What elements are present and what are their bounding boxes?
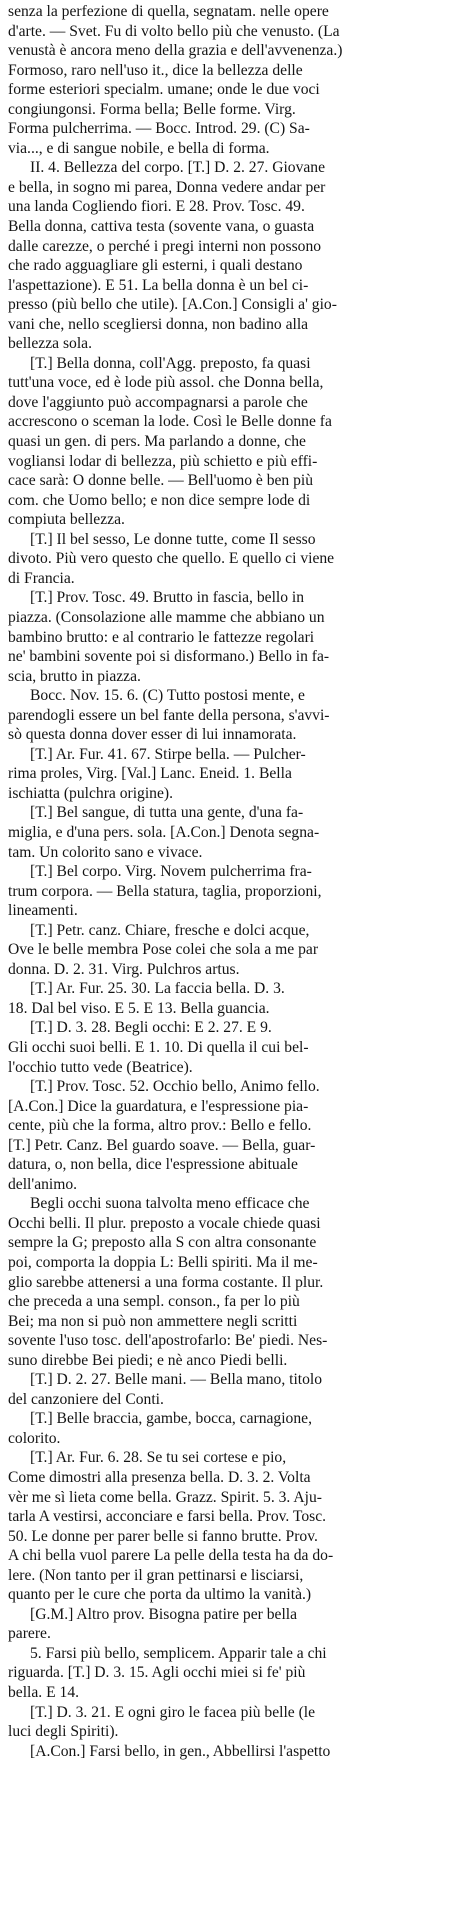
text-line: rima proles, Virg. [Val.] Lanc. Eneid. 1. Bella [8,765,292,783]
text-line: [T.] Belle braccia, gambe, bocca, carnagione, [30,1410,312,1428]
text-line: dove l'aggiunto può accompagnarsi a parole che [8,393,308,411]
text-line: [T.] Petr. Canz. Bel guardo soave. — Bella, guar- [8,1136,316,1154]
text-line: dell'animo. [8,1175,78,1193]
text-line: donna. D. 2. 31. Virg. Pulchros artus. [8,960,240,978]
text-line: [T.] Prov. Tosc. 52. Occhio bello, Animo fello. [30,1078,320,1096]
text-line: poi, comporta la doppia L: Belli spiriti. Ma il me- [8,1254,318,1271]
text-line: [T.] D. 3. 21. E ogni giro le facea più belle (le [30,1703,316,1721]
dictionary-entry-text [8,2,465,1761]
text-line: suno direbbe Bei piedi; e nè anco Piedi belli. [8,1351,288,1369]
text-line: Bei; ma non si può non ammettere negli scritti [8,1312,298,1330]
text-line: lineamenti. [8,902,78,920]
text-line: Bella donna, cattiva testa (sovente vana, o guasta [8,218,315,236]
text-line: accrescono o sceman la lode. Così le Belle donne fa [8,413,332,431]
text-line: trum corpora. — Bella statura, taglia, proporzioni, [8,882,322,900]
text-line: sempre la G; preposto alla S con altra consonante [8,1234,317,1252]
text-line: ne' bambini sovente poi si disformano.) Bello in fa- [8,648,330,666]
text-line: una landa Cogliendo fiori. E 28. Prov. Tosc. 49. [8,198,305,216]
text-line: [A.Con.] Dice la guardatura, e l'espressione pia- [8,1097,309,1115]
text-line: Ove le belle membra Pose colei che sola a me par [8,941,319,959]
text-line: 50. Le donne per parer belle si fanno brutte. Prov. [8,1527,318,1545]
text-line: piazza. (Consolazione alle mamme che abbiano un [8,608,325,626]
text-line: di Francia. [8,569,75,587]
text-line: vogliansi lodar di bellezza, più schietto e più effi- [8,452,318,470]
text-line: parendogli essere un bel fante della persona, s'avvi- [8,706,330,724]
text-line: com. che Uomo bello; e non dice sempre lode di [8,491,311,509]
text-line: [T.] Ar. Fur. 6. 28. Se tu sei cortese e pio, [30,1449,287,1467]
text-line: tarla A vestirsi, acconciare e farsi bella. Prov. Tosc. [8,1508,327,1526]
text-line: colorito. [8,1429,61,1447]
text-line: luci degli Spiriti). [8,1723,119,1741]
text-line: [T.] Ar. Fur. 41. 67. Stirpe bella. — Pulcher- [30,745,306,763]
text-line: quanto per le cure che porta da ultimo la vanità.) [8,1586,312,1604]
text-line: Gli occhi suoi belli. E 1. 10. Di quella il cui bel- [8,1038,309,1056]
text-line: cace sarà: O donne belle. — Bell'uomo è ben più [8,472,314,490]
text-line: venustà è ancora meno della grazia e dell'avvenenza.) [8,42,343,60]
text-line: sovente l'uso tosc. dell'apostrofarlo: Be' piedi. Nes- [8,1332,328,1350]
text-line: Bocc. Nov. 15. 6. (C) Tutto postosi mente, e [30,687,305,705]
text-line: congiungonsi. Forma bella; Belle forme. Virg. [8,100,296,118]
text-line: l'aspettazione). E 51. La bella donna è un bel ci- [8,276,309,294]
text-line: bella. E 14. [8,1684,80,1702]
text-line: sò questa donna dover esser di lui innamorata. [8,726,297,744]
text-line: [T.] Petr. canz. Chiare, fresche e dolci acque, [30,921,310,939]
text-line: II. 4. Bellezza del corpo. [T.] D. 2. 27. Giovane [30,159,326,177]
text-line: riguarda. [T.] D. 3. 15. Agli occhi miei si fe' più [8,1664,306,1682]
text-line: lere. (Non tanto per il gran pettinarsi e lisciarsi, [8,1566,304,1584]
text-line: che preceda a una sempl. conson., fa per lo più [8,1293,300,1311]
text-line: d'arte. — Svet. Fu di volto bello più che venusto. (La [8,22,340,40]
text-line: parere. [8,1625,51,1643]
text-line: [T.] Prov. Tosc. 49. Brutto in fascia, bello in [30,589,305,607]
text-line: l'occhio tutto vede (Beatrice). [8,1058,193,1076]
text-line: e bella, in sogno mi parea, Donna vedere andar per [8,178,326,196]
text-line: bambino brutto: e al contrario le fattezze regolari [8,628,315,646]
text-line: tutt'una voce, ed è lode più assol. che Donna bella, [8,374,324,392]
text-line: quasi un gen. di pers. Ma parlando a donne, che [8,433,306,451]
text-line: presso (più bello che utile). [A.Con.] Consigli a' gio- [8,296,337,314]
text-line: glio sarebbe attenersi a una forma costante. Il plur. [8,1273,324,1291]
text-line: [T.] Il bel sesso, Le donne tutte, come Il sesso [30,530,316,548]
text-line: dalle carezze, o perché i pregi interni non possono [8,237,322,255]
text-line: [T.] D. 2. 27. Belle mani. — Bella mano, titolo [30,1371,323,1389]
text-line: datura, o, non bella, dice l'espressione abituale [8,1156,298,1174]
text-line: 18. Dal bel viso. E 5. E 13. Bella guancia. [8,999,270,1017]
text-line: [T.] Bella donna, coll'Agg. preposto, fa quasi [30,354,311,372]
text-line: [G.M.] Altro prov. Bisogna patire per bella [30,1605,298,1623]
text-line: tam. Un colorito sano e vivace. [8,843,203,861]
text-line: compiuta bellezza. [8,511,125,529]
text-line: che rado agguagliare gli esterni, i quali destano [8,257,303,275]
text-line: vèr me sì lieta come bella. Grazz. Spirit. 5. 3. Aju- [8,1488,322,1506]
text-line: bellezza sola. [8,335,92,353]
text-line: Begli occhi suona talvolta meno efficace che [30,1195,310,1213]
text-line: del canzoniere del Conti. [8,1390,164,1408]
text-line: vani che, nello scegliersi donna, non badino alla [8,315,309,333]
text-line: miglia, e d'una pers. sola. [A.Con.] Denota segna- [8,823,320,841]
text-line: Forma pulcherrima. — Bocc. Introd. 29. (C) Sa- [8,120,310,138]
text-line: A chi bella vuol parere La pelle della testa ha da do- [8,1547,334,1565]
text-line: ischiatta (pulchra origine). [8,784,173,802]
text-line: forme esteriori specialm. umane; onde le due voci [8,81,320,99]
text-line: Come dimostri alla presenza bella. D. 3. 2. Volta [8,1469,311,1487]
text-line: via..., e di sangue nobile, e bella di forma. [8,139,270,157]
text-line: Formoso, raro nell'uso it., dice la bellezza delle [8,61,303,79]
text-line: senza la perfezione di quella, segnatam. nelle opere [8,3,329,20]
text-line: 5. Farsi più bello, semplicem. Apparir tale a chi [30,1644,327,1662]
text-line: Occhi belli. Il plur. preposto a vocale chiede quasi [8,1214,321,1232]
text-line: scia, brutto in piazza. [8,667,141,685]
text-line: divoto. Più vero questo che quello. E quello ci viene [8,550,335,568]
text-line: [T.] Ar. Fur. 25. 30. La faccia bella. D. 3. [30,980,285,998]
text-line: [T.] Bel corpo. Virg. Novem pulcherrima fra- [30,863,312,881]
text-line: [T.] D. 3. 28. Begli occhi: E 2. 27. E 9. [30,1019,272,1037]
text-line: [T.] Bel sangue, di tutta una gente, d'una fa- [30,804,304,822]
text-line: [A.Con.] Farsi bello, in gen., Abbellirsi l'aspetto [30,1742,331,1760]
text-line: cente, più che la forma, altro prov.: Bello e fello. [8,1117,312,1135]
